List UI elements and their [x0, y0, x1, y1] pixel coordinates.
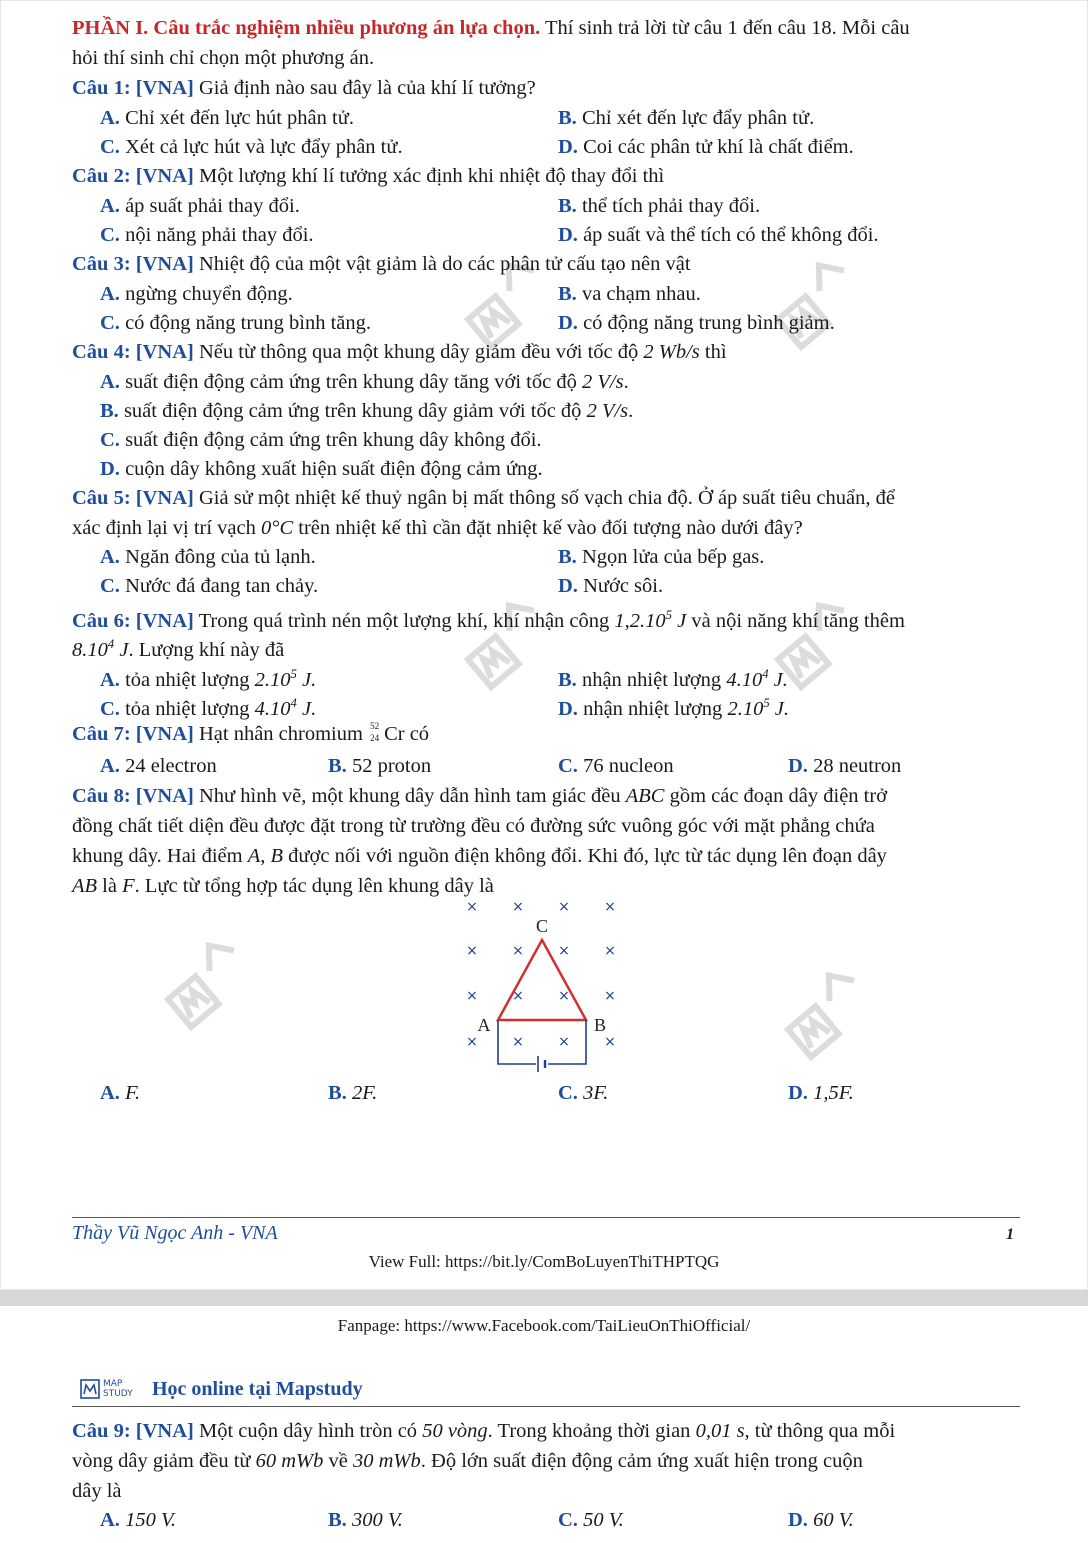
field-cross: × [466, 943, 478, 959]
q9-option-c[interactable]: C. 50 V. [558, 1509, 624, 1531]
q5-option-b[interactable]: B. Ngọn lửa của bếp gas. [558, 546, 765, 568]
field-cross: × [604, 943, 616, 959]
question-9-line-3: dây là [72, 1480, 122, 1502]
q5-option-c[interactable]: C. Nước đá đang tan chảy. [100, 575, 319, 597]
question-5: Câu 5: [VNA] Giả sử một nhiệt kế thuỷ ngân bị mất thông số vạch chia độ. Ở áp suất tiêu chuẩn, để [72, 487, 895, 509]
question-2: Câu 2: [VNA] Một lượng khí lí tưởng xác định khi nhiệt độ thay đổi thì [72, 165, 665, 187]
question-7: Câu 7: [VNA] Hạt nhân chromium 52 24 Cr có [72, 721, 430, 745]
question-1: Câu 1: [VNA] Giả định nào sau đây là của khí lí tưởng? [72, 77, 536, 99]
q7-option-a[interactable]: A. 24 electron [100, 755, 217, 777]
logo-study-text: STUDY [103, 1389, 133, 1399]
q2-option-d[interactable]: D. áp suất và thể tích có thể không đổi. [558, 224, 879, 246]
field-cross: × [512, 943, 524, 959]
q1-option-a[interactable]: A. Chỉ xét đến lực hút phân tử. [100, 107, 354, 129]
field-cross: × [512, 1034, 524, 1050]
q7-option-b[interactable]: B. 52 proton [328, 755, 432, 777]
q2-option-a[interactable]: A. áp suất phải thay đổi. [100, 195, 300, 217]
field-cross: × [466, 1034, 478, 1050]
section-header-line-2: hỏi thí sinh chỉ chọn một phương án. [72, 47, 375, 69]
nuclide-notation: 52 24 [370, 721, 380, 743]
fanpage-link[interactable]: Fanpage: https://www.Facebook.com/TaiLieuOnThiOfficial/ [337, 1316, 751, 1335]
q4-option-a[interactable]: A. suất điện động cảm ứng trên khung dây tăng với tốc độ 2 V/s. [100, 371, 629, 393]
q7-option-d[interactable]: D. 28 neutron [788, 755, 902, 777]
vertex-a-label: A [477, 1015, 491, 1035]
question-8-line-4: AB là F. Lực từ tổng hợp tác dụng lên khung dây là [72, 875, 494, 897]
q4-option-b[interactable]: B. suất điện động cảm ứng trên khung dây giảm với tốc độ 2 V/s. [100, 400, 634, 422]
q8-option-b[interactable]: B. 2F. [328, 1082, 378, 1104]
q9-option-a[interactable]: A. 150 V. [100, 1509, 176, 1531]
q3-option-a[interactable]: A. ngừng chuyển động. [100, 283, 293, 305]
field-cross: × [558, 988, 570, 1004]
q1-option-d[interactable]: D. Coi các phân tử khí là chất điểm. [558, 136, 854, 158]
q9-option-b[interactable]: B. 300 V. [328, 1509, 403, 1531]
footer-link[interactable]: View Full: https://bit.ly/ComBoLuyenThiTHPTQG [368, 1252, 720, 1271]
question-8: Câu 8: [VNA] Như hình vẽ, một khung dây dẫn hình tam giác đều ABC gồm các đoạn dây điện trở [72, 785, 888, 807]
q3-option-b[interactable]: B. va chạm nhau. [558, 283, 701, 305]
q2-option-b[interactable]: B. thể tích phải thay đổi. [558, 195, 761, 217]
field-cross: × [558, 1034, 570, 1050]
question-3: Câu 3: [VNA] Nhiệt độ của một vật giảm là do các phân tử cấu tạo nên vật [72, 253, 691, 275]
field-cross: × [604, 1034, 616, 1050]
field-cross: × [604, 988, 616, 1004]
vertex-b-label: B [593, 1015, 607, 1035]
question-9-line-2: vòng dây giảm đều từ 60 mWb về 30 mWb. Độ lớn suất điện động cảm ứng xuất hiện trong cuộn [72, 1450, 863, 1472]
field-cross: × [466, 899, 478, 915]
q6-option-a[interactable]: A. tỏa nhiệt lượng 2.10$^5$ J. [100, 667, 317, 691]
q1-option-b[interactable]: B. Chỉ xét đến lực đẩy phân tử. [558, 107, 815, 129]
field-cross: × [558, 943, 570, 959]
question-9: Câu 9: [VNA] Một cuộn dây hình tròn có 50 vòng. Trong khoảng thời gian 0,01 s, từ thông qua mỗi [72, 1420, 896, 1442]
q8-option-a[interactable]: A. F. [100, 1082, 141, 1104]
q5-option-a[interactable]: A. Ngăn đông của tủ lạnh. [100, 546, 316, 568]
q6-option-b[interactable]: B. nhận nhiệt lượng 4.10$^4$ J. [558, 667, 788, 691]
q3-option-d[interactable]: D. có động năng trung bình giảm. [558, 312, 835, 334]
field-cross: × [604, 899, 616, 915]
q6-option-d[interactable]: D. nhận nhiệt lượng 2.10$^5$ J. [558, 696, 790, 720]
q4-option-d[interactable]: D. cuộn dây không xuất hiện suất điện động cảm ứng. [100, 458, 543, 480]
field-cross: × [466, 988, 478, 1004]
q2-option-c[interactable]: C. nội năng phải thay đổi. [100, 224, 314, 246]
question-6-line-2: 8.10$^4$ J. Lượng khí này đã [72, 637, 285, 661]
page-number: 1 [1006, 1226, 1014, 1243]
q5-option-d[interactable]: D. Nước sôi. [558, 575, 664, 597]
section-header: PHẦN I. Câu trắc nghiệm nhiều phương án lựa chọn. Thí sinh trả lời từ câu 1 đến câu 18. Mỗi câu [72, 17, 910, 39]
q7-option-c[interactable]: C. 76 nucleon [558, 755, 674, 777]
question-5-line-2: xác định lại vị trí vạch 0°C trên nhiệt kế thì cần đặt nhiệt kế vào đối tượng nào dưới đây? [72, 517, 803, 539]
exam-content-page-2 [72, 0, 1020, 1543]
vertex-c-label: C [535, 916, 549, 936]
question-4: Câu 4: [VNA] Nếu từ thông qua một khung dây giảm đều với tốc độ 2 Wb/s thì [72, 341, 727, 363]
q6-option-c[interactable]: C. tỏa nhiệt lượng 4.10$^4$ J. [100, 696, 317, 720]
q9-option-d[interactable]: D. 60 V. [788, 1509, 854, 1531]
q8-option-c[interactable]: C. 3F. [558, 1082, 609, 1104]
logo-map-text: MAP [103, 1379, 123, 1389]
question-8-line-2: đồng chất tiết diện đều được đặt trong từ trường đều có đường sức vuông góc với mặt phẳng chứa [72, 815, 875, 837]
q8-option-d[interactable]: D. 1,5F. [788, 1082, 854, 1104]
brand-title: Học online tại Mapstudy [152, 1377, 363, 1400]
question-6: Câu 6: [VNA] Trong quá trình nén một lượng khí, khí nhận công 1,2.10$^5$ J và nội năng khí tăng thêm [72, 608, 905, 632]
question-8-line-3: khung dây. Hai điểm A, B được nối với nguồn điện không đổi. Khi đó, lực từ tác dụng lên đoạn dây [72, 845, 887, 867]
footer-author: Thầy Vũ Ngọc Anh - VNA [72, 1222, 278, 1244]
field-cross: × [512, 988, 524, 1004]
q4-option-c[interactable]: C. suất điện động cảm ứng trên khung dây không đổi. [100, 429, 542, 451]
q3-option-c[interactable]: C. có động năng trung bình tăng. [100, 312, 372, 334]
field-cross: × [512, 899, 524, 915]
field-cross: × [558, 899, 570, 915]
q1-option-c[interactable]: C. Xét cả lực hút và lực đẩy phân tử. [100, 136, 403, 158]
